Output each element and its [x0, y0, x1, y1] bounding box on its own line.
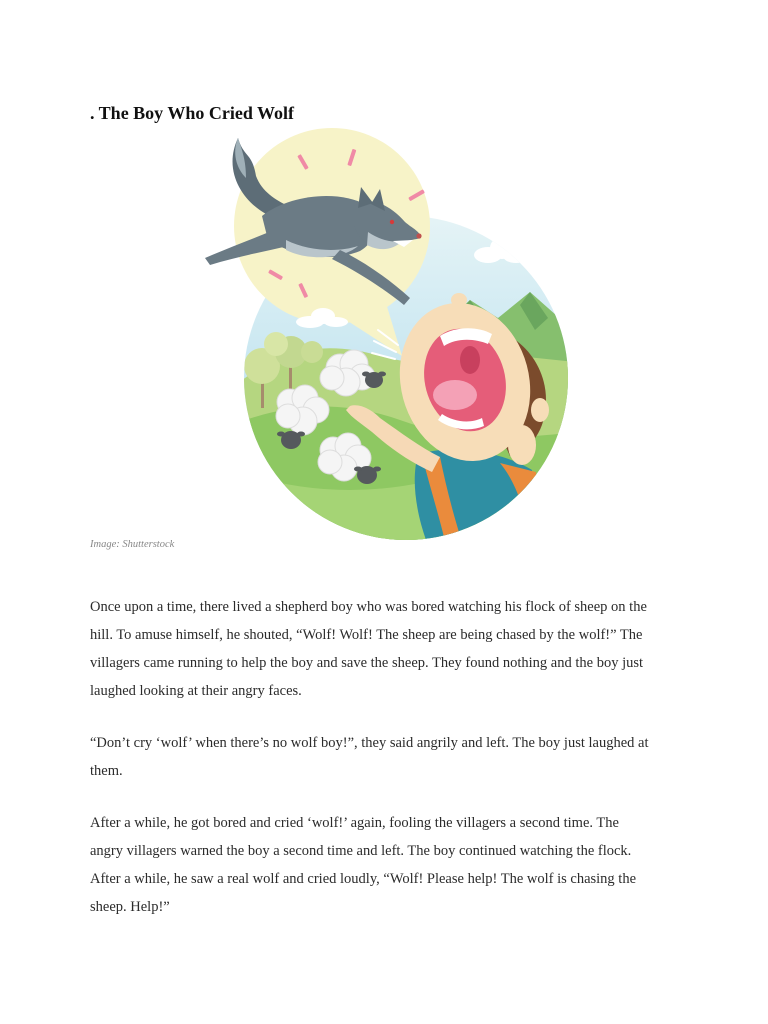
story-title: . The Boy Who Cried Wolf — [90, 103, 295, 123]
text-line: villagers came running to help the boy and save the sheep. They found nothing and the boy just — [90, 655, 644, 671]
text-line: “Don’t cry ‘wolf’ when there’s no wolf boy!”, they said angrily and left. The boy just laughed at — [90, 735, 649, 751]
image-caption: Image: Shutterstock — [90, 539, 175, 550]
text-line: After a while, he saw a real wolf and cried loudly, “Wolf! Please help! The wolf is chasing the — [90, 871, 637, 887]
text-line: After a while, he got bored and cried ‘wolf!’ again, fooling the villagers a second time. The — [90, 815, 619, 831]
text-line: them. — [90, 763, 123, 779]
boy-hand — [508, 425, 536, 465]
text-line: hill. To amuse himself, he shouted, “Wolf! Wolf! The sheep are being chased by the wolf!” The — [90, 627, 643, 643]
text-line: angry villagers warned the boy a second time and left. The boy continued watching the flock. — [90, 843, 632, 859]
paragraph — [90, 593, 710, 705]
boy-ear — [531, 398, 549, 422]
text-line: sheep. Help!” — [90, 899, 170, 915]
paragraph — [90, 729, 710, 785]
wolf-nose — [416, 233, 421, 238]
text-line: laughed looking at their angry faces. — [90, 683, 302, 699]
paragraph — [90, 809, 710, 921]
story-body — [90, 593, 710, 945]
wolf-eye — [390, 220, 394, 224]
text-line: Once upon a time, there lived a shepherd boy who was bored watching his flock of sheep on the — [90, 599, 647, 615]
story-illustration — [195, 128, 575, 543]
